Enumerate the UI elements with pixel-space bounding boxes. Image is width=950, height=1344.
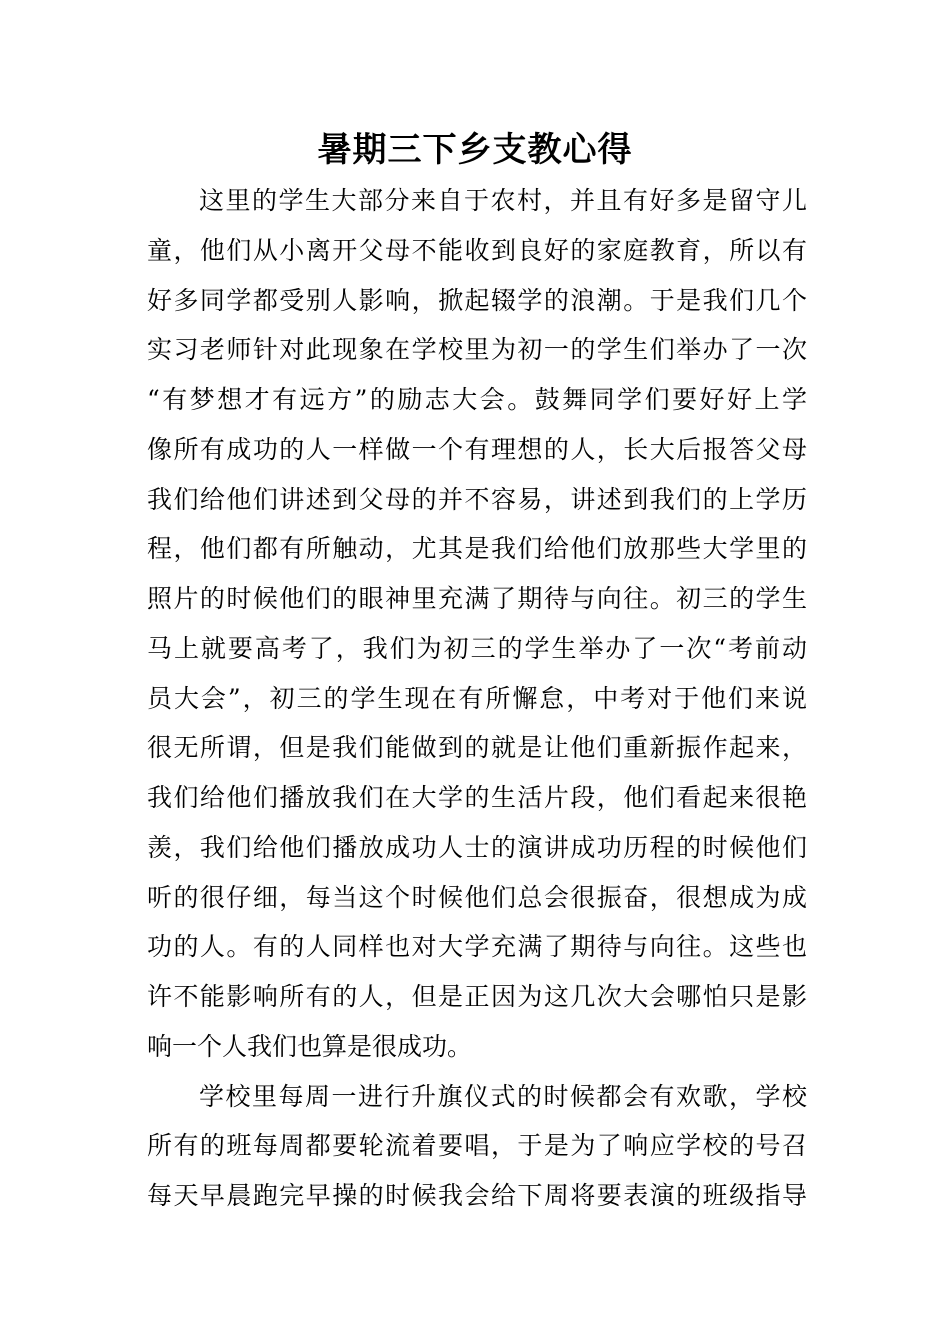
text-line: 我们给他们播放我们在大学的生活片段，他们看起来很艳: [147, 783, 807, 812]
text-line: 听的很仔细，每当这个时候他们总会很振奋，很想成为成: [147, 882, 807, 912]
text-line: 许不能影响所有的人，但是正因为这几次大会哪怕只是影: [147, 982, 807, 1011]
text-line: 功的人。有的人同样也对大学充满了期待与向往。这些也: [147, 932, 807, 962]
text-line: 员大会”，初三的学生现在有所懈怠，中考对于他们来说: [147, 683, 807, 713]
text-line: 好多同学都受别人影响，掀起辍学的浪潮。于是我们几个: [147, 285, 807, 315]
text-line: 童，他们从小离开父母不能收到良好的家庭教育，所以有: [147, 235, 807, 265]
text-line: 这里的学生大部分来自于农村，并且有好多是留守儿: [199, 186, 807, 215]
text-line: 响一个人我们也算是很成功。: [147, 1031, 473, 1061]
text-line: 像所有成功的人一样做一个有理想的人，长大后报答父母: [147, 434, 807, 464]
text-line: 马上就要高考了，我们为初三的学生举办了一次“考前动: [147, 633, 807, 663]
text-line: 所有的班每周都要轮流着要唱，于是为了响应学校的号召: [147, 1131, 807, 1161]
text-line: 每天早晨跑完早操的时候我会给下周将要表演的班级指导: [147, 1181, 807, 1210]
text-line: 很无所谓，但是我们能做到的就是让他们重新振作起来，: [147, 733, 807, 763]
text-line: “有梦想才有远方”的励志大会。鼓舞同学们要好好上学: [147, 385, 807, 414]
text-line: 照片的时候他们的眼神里充满了期待与向往。初三的学生: [147, 584, 807, 613]
body-text: [147, 176, 807, 1221]
text-line: 学校里每周一进行升旗仪式的时候都会有欢歌，学校: [199, 1081, 807, 1111]
page-title: 暑期三下乡支教心得: [317, 130, 633, 170]
text-line: 程，他们都有所触动，尤其是我们给他们放那些大学里的: [147, 534, 807, 564]
text-line: 羡，我们给他们播放成功人士的演讲成功历程的时候他们: [147, 832, 807, 862]
text-line: 我们给他们讲述到父母的并不容易，讲述到我们的上学历: [147, 484, 807, 514]
text-line: 实习老师针对此现象在学校里为初一的学生们举办了一次: [147, 335, 807, 365]
